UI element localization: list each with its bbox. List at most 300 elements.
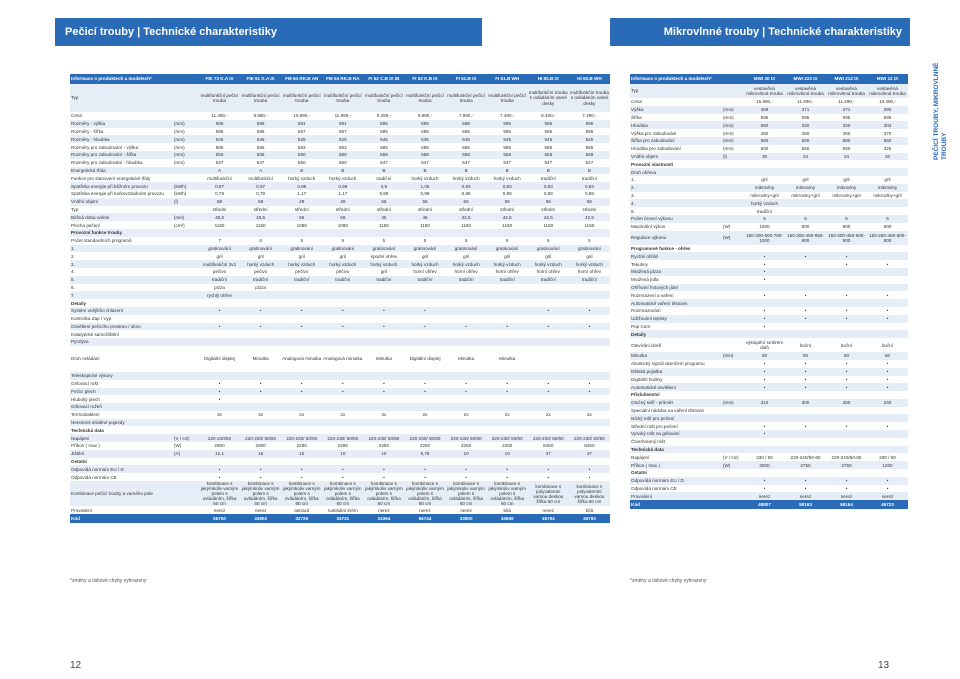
- value-cell: [528, 291, 569, 299]
- value-cell: 10: [322, 450, 363, 458]
- header-unit-cell: [722, 74, 744, 84]
- value-cell: 0,79: [199, 190, 240, 198]
- value-cell: 5: [569, 237, 610, 245]
- value-cell: střední: [322, 206, 363, 214]
- table-row: [630, 376, 908, 384]
- value-cell: 0,88: [569, 190, 610, 198]
- table-row: [70, 338, 610, 346]
- unit-cell: (mm): [722, 114, 744, 122]
- value-cell: [199, 338, 240, 346]
- value-cell: 558: [446, 151, 487, 159]
- value-cell: gratinování: [322, 245, 363, 253]
- value-cell: [826, 299, 867, 307]
- value-cell: 1150: [199, 221, 240, 229]
- value-cell: •: [199, 388, 240, 396]
- value-cell: •: [867, 360, 908, 368]
- value-cell: •: [826, 315, 867, 323]
- value-cell: •: [281, 323, 322, 331]
- value-cell: 560: [322, 151, 363, 159]
- unit-cell: [173, 252, 199, 260]
- table-row: [70, 120, 610, 128]
- value-cell: •: [744, 376, 785, 384]
- value-cell: střední: [199, 206, 240, 214]
- row-label: Vnitřní objem: [630, 153, 722, 161]
- value-cell: [785, 245, 826, 253]
- value-cell: •: [785, 485, 826, 493]
- value-cell: •: [744, 383, 785, 391]
- value-cell: •: [826, 252, 867, 260]
- value-cell: B: [446, 167, 487, 175]
- value-cell: 24: [785, 153, 826, 161]
- unit-cell: [722, 215, 744, 223]
- unit-cell: (mm): [722, 145, 744, 153]
- value-cell: [867, 268, 908, 276]
- value-cell: [322, 299, 363, 307]
- row-label: Rozmrazení a vaření: [630, 291, 722, 299]
- table-row: [70, 206, 610, 214]
- table-row: [630, 360, 908, 368]
- value-cell: •: [281, 307, 322, 315]
- unit-cell: [722, 260, 744, 268]
- value-cell: [281, 299, 322, 307]
- row-label: Otočný talíř - průměr: [630, 399, 722, 407]
- value-cell: kombinace s jakýmkoliv varným polem s ovládáním, šířka 60 cm: [406, 481, 444, 507]
- table-row: [70, 481, 610, 506]
- row-label: Výška pro zabudování: [630, 129, 722, 137]
- value-cell: •: [867, 477, 908, 485]
- value-cell: •: [744, 360, 785, 368]
- value-cell: •: [240, 473, 281, 481]
- value-cell: [569, 372, 610, 380]
- value-cell: •: [487, 473, 528, 481]
- table-row: [70, 143, 610, 151]
- value-cell: tradiční: [446, 276, 487, 284]
- value-cell: [528, 426, 569, 434]
- value-cell: 458: [744, 106, 785, 114]
- row-label: Provedení: [70, 506, 173, 514]
- value-cell: tradiční: [404, 276, 445, 284]
- table-row: [70, 182, 610, 190]
- value-cell: [785, 276, 826, 284]
- value-cell: 5: [446, 237, 487, 245]
- value-cell: 6: [240, 237, 281, 245]
- unit-cell: [173, 307, 199, 315]
- value-cell: 0,88: [528, 190, 569, 198]
- model-header-cell: MWI 12 IX: [867, 74, 908, 84]
- unit-cell: [173, 330, 199, 338]
- value-cell: [569, 419, 610, 427]
- unit-cell: (mm): [722, 137, 744, 145]
- value-cell: [322, 291, 363, 299]
- value-cell: •: [744, 422, 785, 430]
- table-row: [70, 388, 610, 396]
- value-cell: [867, 284, 908, 292]
- value-cell: 15.990,-: [744, 98, 785, 106]
- value-cell: 360: [785, 129, 826, 137]
- table-row: [70, 128, 610, 136]
- value-cell: [446, 338, 487, 346]
- row-label: Odpovídá normám EU / D: [70, 465, 173, 473]
- value-cell: 11.990,-: [785, 98, 826, 106]
- value-cell: 0,98: [281, 182, 322, 190]
- unit-cell: (mm): [722, 106, 744, 114]
- value-cell: [744, 438, 785, 446]
- value-cell: [322, 315, 363, 323]
- value-cell: spodní ohřev: [363, 252, 404, 260]
- value-cell: 230 / 50: [744, 453, 785, 461]
- value-cell: nerez: [363, 506, 404, 514]
- value-cell: mikrovlny+gril: [867, 192, 908, 200]
- value-cell: 5: [281, 237, 322, 245]
- row-label: Ostatní: [630, 469, 722, 477]
- value-cell: •: [867, 376, 908, 384]
- table-row: [630, 160, 908, 168]
- value-cell: •: [487, 388, 528, 396]
- row-label: Plocha pečení: [70, 221, 173, 229]
- value-cell: [281, 284, 322, 292]
- value-cell: [281, 372, 322, 380]
- value-cell: rustikální krém: [322, 506, 363, 514]
- value-cell: [446, 372, 487, 380]
- value-cell: •: [785, 368, 826, 376]
- unit-cell: (W): [173, 442, 199, 450]
- value-cell: •: [281, 380, 322, 388]
- table-row: [630, 291, 908, 299]
- value-cell: [744, 391, 785, 399]
- value-cell: 585: [487, 143, 528, 151]
- unit-cell: [722, 360, 744, 368]
- value-cell: nerez: [404, 506, 445, 514]
- value-cell: 550: [322, 159, 363, 167]
- row-label: Počet standardních programů: [70, 237, 173, 245]
- row-label: Funkce pro stanovení energetické třídy: [70, 174, 173, 182]
- value-cell: 45723: [867, 500, 908, 509]
- value-cell: [404, 419, 445, 427]
- row-label: Rozmrazování: [630, 307, 722, 315]
- value-cell: [867, 330, 908, 338]
- table-row: [70, 506, 610, 514]
- value-cell: 2750: [826, 461, 867, 469]
- table-row: [70, 395, 610, 403]
- value-cell: •: [528, 473, 569, 481]
- value-cell: [363, 315, 404, 323]
- value-cell: [487, 330, 528, 338]
- table-row: [70, 229, 610, 237]
- value-cell: gril: [744, 176, 785, 184]
- value-cell: •: [487, 465, 528, 473]
- table-row: [70, 458, 610, 466]
- value-cell: [281, 330, 322, 338]
- row-label: Nerezové drátěné pojezdy: [70, 419, 173, 427]
- table-row: [70, 190, 610, 198]
- value-cell: 45,5: [199, 213, 240, 221]
- value-cell: horký vzduch: [446, 174, 487, 182]
- table-row: [630, 84, 908, 98]
- value-cell: [867, 391, 908, 399]
- value-cell: 560: [826, 137, 867, 145]
- value-cell: 558: [528, 151, 569, 159]
- value-cell: [446, 291, 487, 299]
- value-cell: 3x: [199, 411, 240, 419]
- unit-cell: [173, 167, 199, 175]
- row-label: Minutka: [630, 352, 722, 360]
- value-cell: 558: [569, 151, 610, 159]
- unit-cell: [722, 168, 744, 176]
- value-cell: 56: [281, 213, 322, 221]
- table-row: [630, 168, 908, 176]
- unit-cell: (mm): [173, 143, 199, 151]
- value-cell: 46: [404, 213, 445, 221]
- row-label: Napájení: [630, 453, 722, 461]
- value-cell: •: [322, 307, 363, 315]
- row-label: Vysoký rošt na grilování: [630, 430, 722, 438]
- value-cell: [826, 469, 867, 477]
- table-row: [70, 473, 610, 481]
- table-row: [630, 446, 908, 454]
- value-cell: [826, 207, 867, 215]
- value-cell: •: [199, 395, 240, 403]
- unit-cell: [722, 438, 744, 446]
- value-cell: 3000: [744, 461, 785, 469]
- value-cell: •: [569, 465, 610, 473]
- unit-cell: (W): [722, 231, 744, 245]
- model-header-cell: MWI 30 IX: [744, 74, 785, 84]
- table-row: [630, 145, 908, 153]
- value-cell: 585: [446, 143, 487, 151]
- table-row: [630, 106, 908, 114]
- value-cell: 10: [281, 450, 322, 458]
- value-cell: [867, 199, 908, 207]
- row-label: Příkon ( max ): [70, 442, 173, 450]
- unit-cell: [173, 506, 199, 514]
- value-cell: 56: [446, 198, 487, 206]
- value-cell: 5: [744, 215, 785, 223]
- row-label: Technická data: [630, 446, 722, 454]
- value-cell: multifunkční trouba s ovládáním vamé desky: [528, 84, 569, 112]
- unit-cell: [722, 84, 744, 98]
- table-row: [70, 434, 610, 442]
- value-cell: [404, 284, 445, 292]
- value-cell: [404, 403, 445, 411]
- value-cell: 150-250-450-600-800: [867, 231, 908, 245]
- value-cell: 20: [867, 153, 908, 161]
- value-cell: [785, 299, 826, 307]
- value-cell: 7: [199, 237, 240, 245]
- value-cell: 33902: [240, 514, 281, 523]
- value-cell: 595: [569, 120, 610, 128]
- value-cell: [826, 284, 867, 292]
- value-cell: 1150: [569, 221, 610, 229]
- value-cell: 547: [363, 159, 404, 167]
- value-cell: kombinace s polyvalentní varnou deskou šířka 60 cm: [569, 481, 610, 506]
- model-header-cell: FI 51.B IX: [446, 74, 487, 84]
- table-row: [70, 514, 610, 523]
- value-cell: rychlý ohřev: [199, 291, 240, 299]
- value-cell: •: [322, 465, 363, 473]
- value-cell: [363, 291, 404, 299]
- value-cell: 595: [569, 128, 610, 136]
- table-row: [630, 391, 908, 399]
- value-cell: [826, 245, 867, 253]
- value-cell: 10.490,-: [867, 98, 908, 106]
- value-cell: 7.490,-: [569, 112, 610, 120]
- value-cell: [404, 458, 445, 466]
- value-cell: [867, 438, 908, 446]
- value-cell: gril: [826, 176, 867, 184]
- value-cell: kombinace s jakýmkoliv varným polem s ovládáním, šířka 60 cm: [488, 481, 526, 507]
- value-cell: [404, 395, 445, 403]
- value-cell: tradiční: [528, 276, 569, 284]
- value-cell: 0,98: [404, 190, 445, 198]
- value-cell: [322, 395, 363, 403]
- table-row: [630, 121, 908, 129]
- value-cell: 8450: [528, 442, 569, 450]
- row-label: Odpovídá normám CE: [70, 473, 173, 481]
- value-cell: •: [446, 380, 487, 388]
- value-cell: 310: [744, 399, 785, 407]
- value-cell: •: [826, 360, 867, 368]
- value-cell: [528, 403, 569, 411]
- value-cell: vestavěná mikrovlnná trouba: [744, 84, 785, 98]
- value-cell: •: [785, 376, 826, 384]
- row-label: Rozměry pro zabudování - hloubka: [70, 159, 173, 167]
- value-cell: multifunkční pečicí trouba: [363, 84, 404, 112]
- value-cell: [528, 330, 569, 338]
- unit-cell: [722, 492, 744, 500]
- value-cell: •: [199, 380, 240, 388]
- value-cell: [785, 469, 826, 477]
- table-row: [70, 291, 610, 299]
- unit-cell: [722, 376, 744, 384]
- value-cell: [569, 229, 610, 237]
- unit-cell: [722, 245, 744, 253]
- row-label: Provozní funkce trouby: [70, 229, 173, 237]
- value-cell: [446, 330, 487, 338]
- value-cell: [826, 407, 867, 415]
- value-cell: •: [199, 323, 240, 331]
- value-cell: [826, 323, 867, 331]
- value-cell: 2750: [785, 461, 826, 469]
- value-cell: horký vzduch: [322, 174, 363, 182]
- value-cell: boční: [826, 338, 867, 352]
- value-cell: [826, 168, 867, 176]
- value-cell: [867, 430, 908, 438]
- row-label: 1.: [70, 245, 173, 253]
- value-cell: 56: [363, 198, 404, 206]
- value-cell: 558: [404, 151, 445, 159]
- row-label: Technická data: [70, 426, 173, 434]
- value-cell: 360: [826, 129, 867, 137]
- value-cell: [785, 414, 826, 422]
- value-cell: kombinace s jakýmkoliv varným polem s ovládáním, šířka 60 cm: [324, 481, 362, 507]
- value-cell: 1150: [363, 221, 404, 229]
- table-row: [70, 245, 610, 253]
- value-cell: horký vzduch: [281, 174, 322, 182]
- value-cell: [240, 403, 281, 411]
- value-cell: 585: [528, 143, 569, 151]
- row-label: Ostatní: [70, 458, 173, 466]
- value-cell: [281, 458, 322, 466]
- value-cell: 320: [826, 121, 867, 129]
- value-cell: [867, 469, 908, 477]
- value-cell: pečivo: [199, 268, 240, 276]
- value-cell: 37: [528, 450, 569, 458]
- value-cell: gratinování: [446, 245, 487, 253]
- value-cell: horký vzduch: [528, 260, 569, 268]
- value-cell: střední: [404, 206, 445, 214]
- row-label: Programové funkce - ohřev: [630, 245, 722, 253]
- table-row: [630, 192, 908, 200]
- value-cell: 1150: [487, 221, 528, 229]
- value-cell: •: [240, 307, 281, 315]
- value-cell: 583: [322, 143, 363, 151]
- value-cell: 595: [528, 120, 569, 128]
- table-row: [630, 268, 908, 276]
- unit-cell: [173, 346, 199, 372]
- page-number-right: 13: [878, 660, 890, 671]
- value-cell: 525: [281, 135, 322, 143]
- value-cell: 49: [322, 198, 363, 206]
- row-label: 2.: [70, 252, 173, 260]
- row-label: Automatické osvětlení: [630, 383, 722, 391]
- value-cell: gril: [281, 252, 322, 260]
- value-cell: 585: [240, 143, 281, 151]
- value-cell: •: [867, 422, 908, 430]
- value-cell: [785, 199, 826, 207]
- value-cell: [867, 323, 908, 331]
- value-cell: 24: [826, 153, 867, 161]
- unit-cell: [722, 407, 744, 415]
- value-cell: •: [744, 430, 785, 438]
- value-cell: •: [487, 323, 528, 331]
- value-cell: 2x: [528, 411, 569, 419]
- value-cell: •: [744, 268, 785, 276]
- value-cell: Analogová minutka: [281, 346, 322, 372]
- value-cell: 11.490,-: [199, 112, 240, 120]
- value-cell: multifunkční pečicí trouba: [281, 84, 322, 112]
- value-cell: gratinování: [199, 245, 240, 253]
- value-cell: 303: [867, 121, 908, 129]
- model-header-cell: HI 50.B IX: [528, 74, 569, 84]
- unit-cell: [173, 458, 199, 466]
- row-label: Kód: [70, 514, 173, 523]
- unit-cell: (min): [173, 213, 199, 221]
- value-cell: 10: [363, 450, 404, 458]
- value-cell: 0,98: [363, 190, 404, 198]
- value-cell: [826, 430, 867, 438]
- value-cell: 150-300-400-650-800: [785, 231, 826, 245]
- unit-cell: [173, 174, 199, 182]
- value-cell: mikrovlny: [785, 184, 826, 192]
- value-cell: nerez: [446, 506, 487, 514]
- value-cell: [785, 284, 826, 292]
- value-cell: 547: [240, 159, 281, 167]
- value-cell: 56750: [199, 514, 240, 523]
- row-label: Jištění: [70, 450, 173, 458]
- value-cell: 550: [785, 145, 826, 153]
- value-cell: •: [569, 307, 610, 315]
- value-cell: 545: [363, 135, 404, 143]
- value-cell: multifunkční pečicí trouba: [199, 84, 240, 112]
- value-cell: 595: [404, 120, 445, 128]
- value-cell: 2800: [199, 442, 240, 450]
- row-label: Udržování teploty: [630, 315, 722, 323]
- value-cell: [199, 315, 240, 323]
- value-cell: tradiční: [569, 174, 610, 182]
- row-label: 5.: [70, 276, 173, 284]
- unit-cell: (mm): [173, 135, 199, 143]
- unit-cell: [722, 391, 744, 399]
